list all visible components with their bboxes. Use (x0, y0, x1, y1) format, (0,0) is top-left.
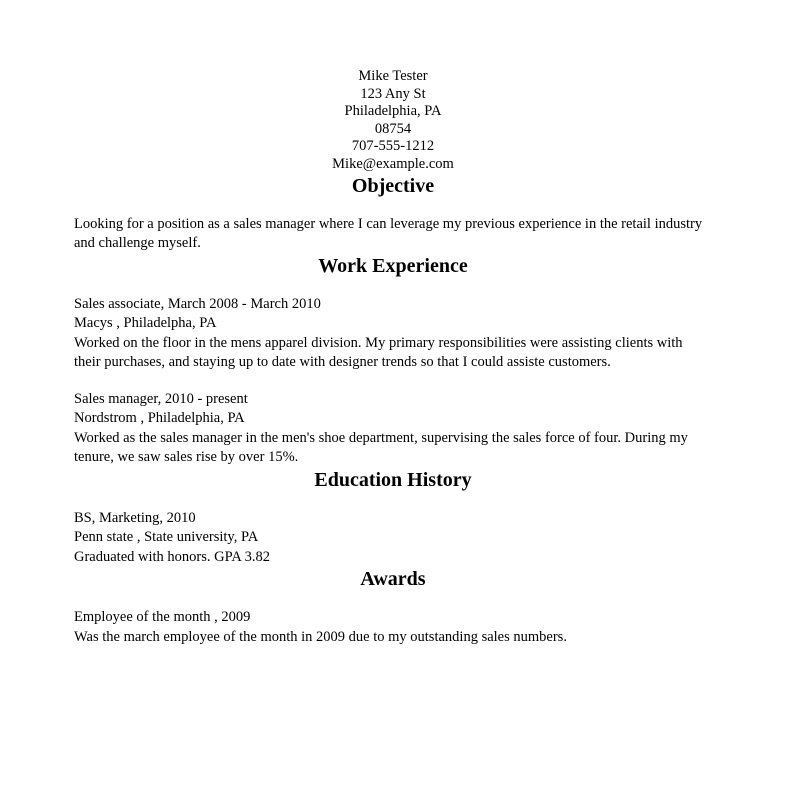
education-degree: BS, Marketing, 2010 (74, 509, 196, 526)
job-role: Sales associate, March 2008 - March 2010 (74, 295, 321, 312)
work-experience-entry (74, 390, 712, 468)
education-note: Graduated with honors. GPA 3.82 (74, 548, 271, 565)
section-title-education-history: Education History (314, 468, 472, 491)
award-description: Was the march employee of the month in 2009 due to my outstanding sales numbers. (74, 628, 567, 645)
candidate-email: Mike@example.com (332, 155, 454, 172)
job-role: Sales manager, 2010 - present (74, 390, 248, 407)
candidate-zip: 08754 (374, 120, 412, 137)
education-entry (74, 509, 712, 568)
award-entry (74, 608, 712, 647)
objective-text: Looking for a position as a sales manager where I can leverage my previous experience in the retail industry and challenge myself. (74, 215, 703, 252)
awards-entries (74, 608, 712, 647)
section-title-objective: Objective (351, 174, 435, 197)
section-title-awards: Awards (360, 568, 426, 591)
candidate-name: Mike Tester (358, 68, 428, 84)
job-company: Macys , Philadelpha, PA (74, 315, 217, 332)
job-description: Worked on the floor in the mens apparel division. My primary responsibilities were assisting clients with their purchases, and staying up to date with designer trends so that I could assiste customers. (74, 334, 683, 371)
education-entries (74, 509, 712, 568)
contact-block (74, 68, 712, 174)
job-company: Nordstrom , Philadelphia, PA (74, 410, 245, 427)
work-experience-entry (74, 295, 712, 373)
award-name: Employee of the month , 2009 (74, 609, 251, 626)
education-school: Penn state , State university, PA (74, 529, 259, 546)
section-title-work-experience: Work Experience (318, 254, 468, 277)
candidate-street: 123 Any St (360, 85, 426, 102)
work-experience-entries (74, 295, 712, 468)
candidate-phone: 707-555-1212 (351, 138, 435, 155)
candidate-city-state: Philadelphia, PA (344, 103, 442, 120)
job-description: Worked as the sales manager in the men's shoe department, supervising the sales force of four. During my tenure, we saw sales rise by over 15%. (74, 429, 688, 466)
